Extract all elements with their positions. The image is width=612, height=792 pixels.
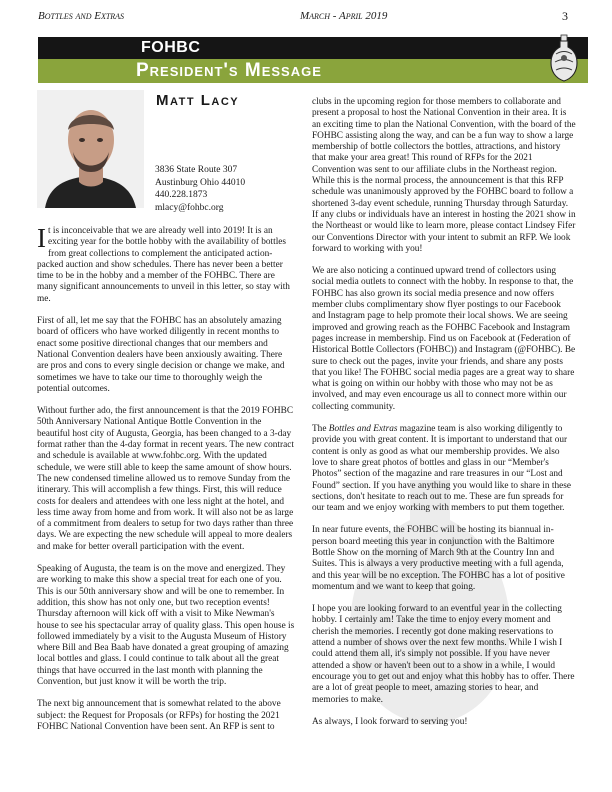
paragraph: Speaking of Augusta, the team is on the move and energized. They are working to make this show a special treat for each one of you. This is our 50th anniversary show and will be one to remember. In addition, this show has not only one, but two reception events! Thursday afternoon will kick off with a visit to Mike Newman's house to see his spectacular array of quality glass. This open house is followed immediately by a visit to the Augusta Museum of History where Bill and Bea Baab have donated a great grouping of amazing local bottles and glass. I could continue to talk about all the great things that have occurred in the last month with planning the Convention, but just know it will be worth the trip. xyxy=(37,564,295,687)
issue-date: March - April 2019 xyxy=(300,10,388,22)
paragraph: I hope you are looking forward to an eventful year in the collecting hobby. I certainly am! Take the time to enjoy every moment and cherish the memories. I recently got done making reservations to attend a number of shows over the next few months. While I wish I could attend them all, it's simply not possible. If you have never attended a show or haven't been out to a show in a while, I would encourage you to get out and enjoy what this hobby has to offer. There are a lot of great people to meet, amazing stories to hear, and memories to make. xyxy=(312,604,575,705)
section-banner xyxy=(38,37,588,83)
email-address[interactable]: mlacy@fohbc.org xyxy=(155,202,224,213)
page-number: 3 xyxy=(562,9,568,23)
running-header xyxy=(38,10,574,24)
article-column-left xyxy=(37,223,295,744)
banner-org: FOHBC xyxy=(141,39,201,56)
paragraph: In near future events, the FOHBC will be hosting its biannual in-person board meeting this year in conjunction with the Baltimore Bottle Show on the morning of March 9th at the Country Inn and Suites. This is always a very productive meeting with a full agenda, and this year will be no exception. The FOHBC has a lot of positive momentum and we want to keep that going. xyxy=(312,525,565,592)
paragraph: clubs in the upcoming region for those members to collaborate and present a proposal to host the National Convention in their area. It is an exciting time to plan the National Convention, with the board of the FOHBC assisting along the way, and can be a fun way to show a large membership of bottle collectors the bottles, attractions, and history that make your area great! This round of RFPs for the 2021 Convention was sent to our affiliate clubs in the Northeast region. While this is the normal process, the announcement is that this RFP schedule was unanimously approved by the FOHBC board to follow a shortened 3-day event schedule, running Thursday through Saturday. If any clubs or individuals have an interest in hosting the 2021 show in the Northeast or would like to learn more, please contact Lindsey Fifer our Conventions Director with your intent to submit an RFP. We look forward to working with you! xyxy=(312,97,576,254)
banner-top-bar xyxy=(38,37,588,59)
author-address xyxy=(155,164,245,214)
banner-bottom-bar xyxy=(38,59,588,83)
paragraph xyxy=(312,424,576,514)
paragraph: First of all, let me say that the FOHBC has an absolutely amazing board of officers who have worked diligently in recent months to enact some positive directional changes that our members and National Convention dealers have been anxiously awaiting. There are pros and cons to every single decision or change we make, and sometimes we have to take our time to thoroughly weigh the potential outcomes. xyxy=(37,316,285,394)
drop-cap: I xyxy=(37,223,46,253)
paragraph-text: t is inconceivable that we are already well into 2019! It is an exciting year for the bottle hobby with the availability of bottles from great collections to complement the anticipated action-packed auction and show schedules. There has never been a better time to be in the hobby and a member of the FOHBC. There are many significant announcements to unveil in this letter, so stay with me. xyxy=(37,226,290,304)
paragraph: We are also noticing a continued upward trend of collectors using social media outlets to connect with the hobby. In response to that, the FOHBC has also grown its social media presence and now offers member clubs complimentary show flyer postings to our Facebook and Instagram page to help promote their local shows. We are seeing improved and growing reach as the FOHBC Facebook and Instagram pages increase in membership. Find us on Facebook at (Federation of Historical Bottle Collectors (FOHBC)) and Instagram (@FOHBC). Be sure to check out the pages, invite your friends, and share any posts that you like! The FOHBC social media pages are a great way to share what is going on within our hobby with those who may not be as involved, and may even encourage us all to connect more within our collecting community. xyxy=(312,266,576,412)
article-column-right xyxy=(312,97,576,739)
publication-title: Bottles and Extras xyxy=(38,10,125,22)
banner-section-title: President's Message xyxy=(136,60,322,81)
phone-number: 440.228.1873 xyxy=(155,190,208,200)
paragraph: As always, I look forward to serving you! xyxy=(312,716,468,727)
author-name: Matt Lacy xyxy=(156,92,240,109)
address-line: 3836 State Route 307 xyxy=(155,165,238,175)
paragraph: Without further ado, the first announcement is that the 2019 FOHBC 50th Anniversary National Antique Bottle Convention in the beautiful host city of Augusta, Georgia, has been changed to a 3-day format rather than the 4-day format in recent years. The new contract and schedule is available at www.fohbc.org. With the updated schedule, we were still able to keep the same amount of show hours. The new condensed timeline allowed us to remove Sunday from the itinerary. This will accomplish a few things. First, this will reduce costs for dealers and attendees with one less night at the hotel, and less time away from home and from work. It will also not be as large of a commitment from dealers to setup for two days rather than three days. We are expecting the new schedule will appeal to more dealers and make for better overall participation with the event. xyxy=(37,406,294,552)
paragraph: The next big announcement that is somewhat related to the above subject: the Request for Proposals (or RFPs) for hosting the 2021 FOHBC National Convention have been sent. An RFP is sent to xyxy=(37,699,281,732)
paragraph xyxy=(37,223,295,305)
author-portrait-image xyxy=(37,90,144,208)
fohbc-logo-icon xyxy=(547,34,581,84)
magazine-title: Bottles and Extras xyxy=(328,424,398,435)
paragraph-text: The xyxy=(312,424,329,435)
paragraph-text: magazine team is also working diligently to provide you with great content. It is important to understand that our content is only as good as what our membership provides. We also love to share great photos of bottles and glass in our “Member's Photos” section of the magazine and rare treasures in our “Lost and Found” section. If you have anything you would like to share in these sections, don't hesitate to reach out to me. These are fun spreads for our team and we enjoy working with members to put them together. xyxy=(312,424,571,514)
author-photo xyxy=(37,90,144,208)
address-line: Austinburg Ohio 44010 xyxy=(155,177,246,188)
